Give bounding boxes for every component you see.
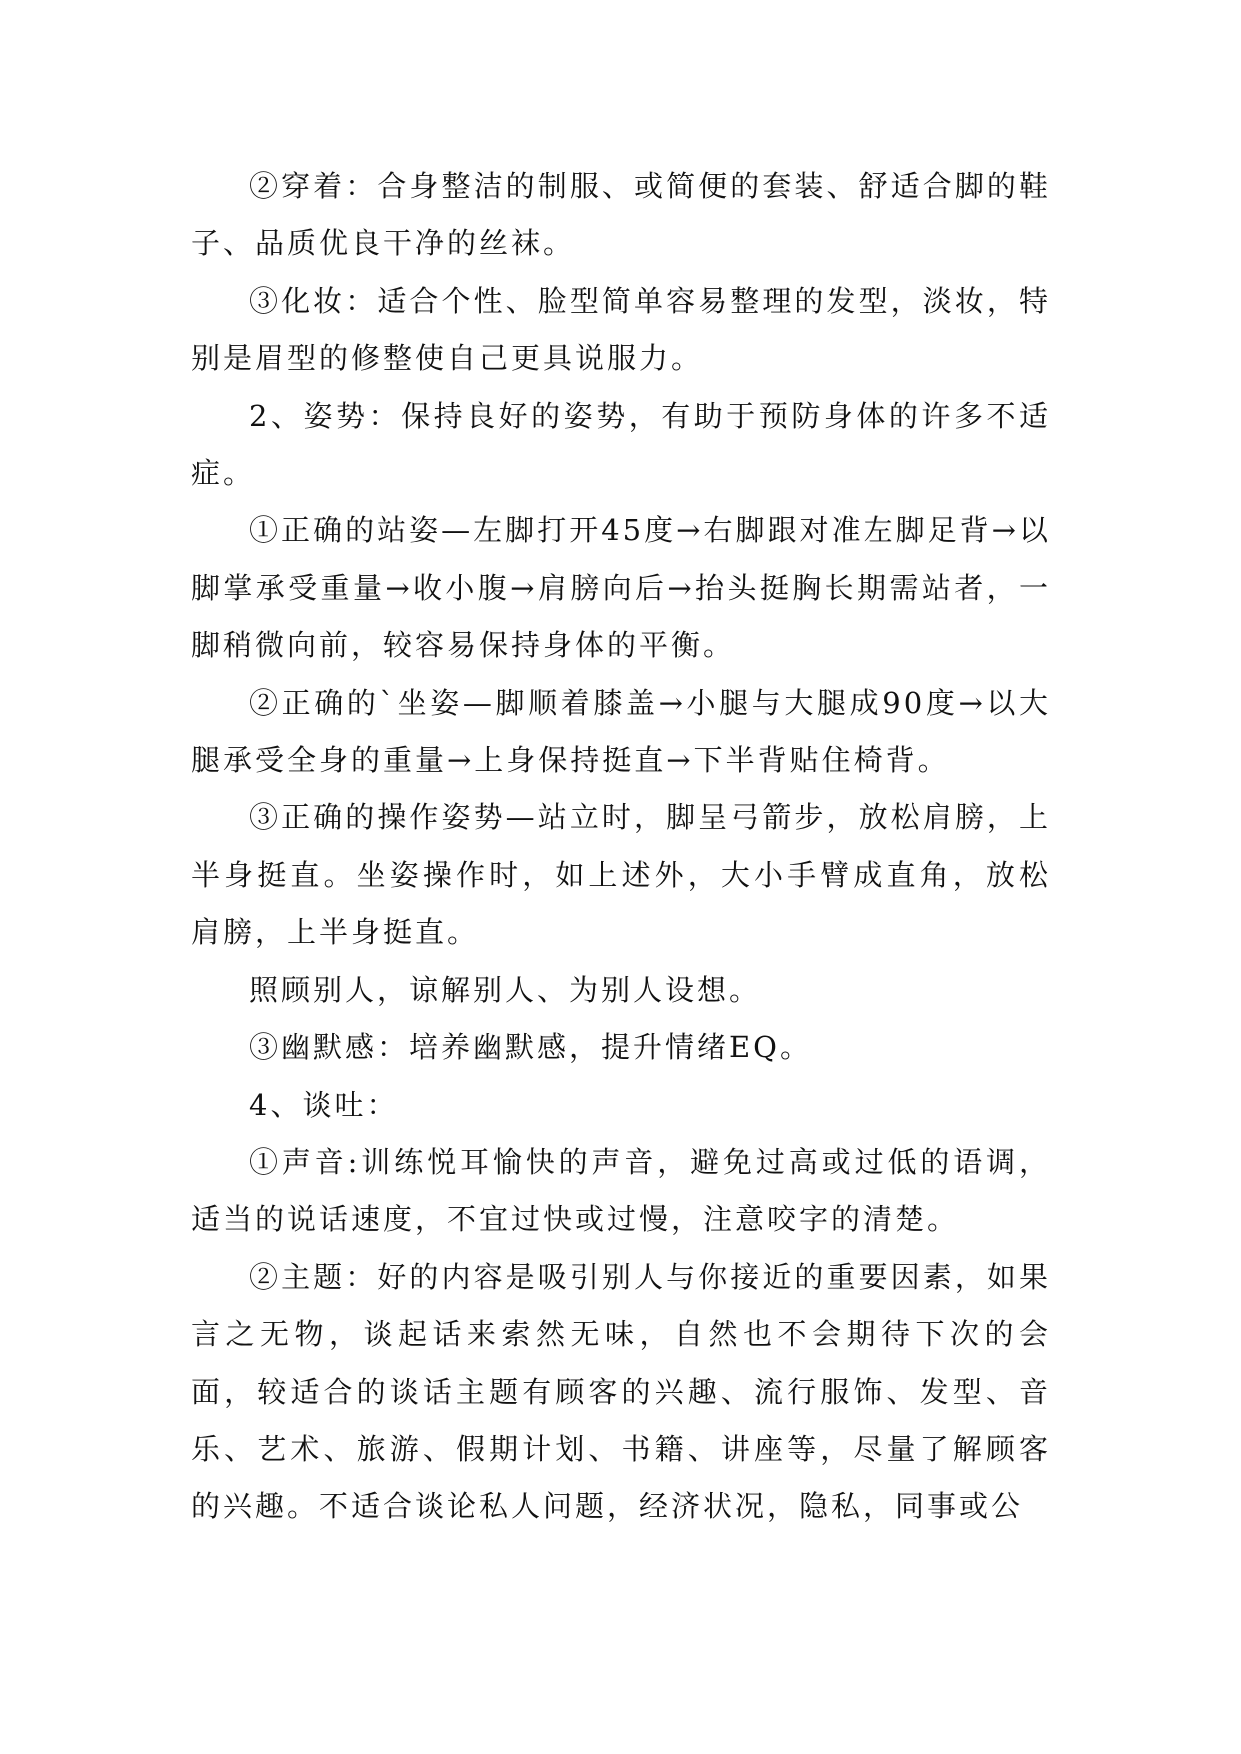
- paragraph-voice: ①声音:训练悦耳愉快的声音，避免过高或过低的语调，适当的说话速度，不宜过快或过慢，注意咬字的清楚。: [191, 1144, 1051, 1237]
- paragraph-posture-heading: 2、姿势：保持良好的姿势，有助于预防身体的许多不适症。: [191, 398, 1051, 491]
- paragraph-standing-posture: ①正确的站姿—左脚打开45度→右脚跟对准左脚足背→以脚掌承受重量→收小腹→肩膀向后→抬头挺胸长期需站者，一脚稍微向前，较容易保持身体的平衡。: [191, 513, 1051, 663]
- paragraph-humor: ③幽默感：培养幽默感，提升情绪EQ。: [249, 1030, 812, 1065]
- paragraph-consideration: 照顾别人，谅解别人、为别人设想。: [249, 972, 762, 1007]
- document-body: [191, 158, 1051, 1536]
- paragraph-operating-posture: ③正确的操作姿势—站立时，脚呈弓箭步，放松肩膀，上半身挺直。坐姿操作时，如上述外，大小手臂成直角，放松肩膀，上半身挺直。: [191, 800, 1051, 950]
- paragraph-topic: ②主题：好的内容是吸引别人与你接近的重要因素，如果言之无物，谈起话来索然无味，自然也不会期待下次的会面，较适合的谈话主题有顾客的兴趣、流行服饰、发型、音乐、艺术、旅游、假期计划、书籍、讲座等，尽量了解顾客的兴趣。不适合谈论私人问题，经济状况，隐私，同事或公: [191, 1259, 1051, 1524]
- paragraph-speech-heading: 4、谈吐：: [249, 1087, 399, 1122]
- paragraph-makeup: ③化妆：适合个性、脸型简单容易整理的发型，淡妆，特别是眉型的修整使自己更具说服力。: [191, 283, 1051, 376]
- paragraph-sitting-posture: ②正确的`坐姿—脚顺着膝盖→小腿与大腿成90度→以大腿承受全身的重量→上身保持挺直→下半背贴住椅背。: [191, 685, 1051, 778]
- paragraph-attire: ②穿着：合身整洁的制服、或简便的套装、舒适合脚的鞋子、品质优良干净的丝袜。: [191, 169, 1051, 261]
